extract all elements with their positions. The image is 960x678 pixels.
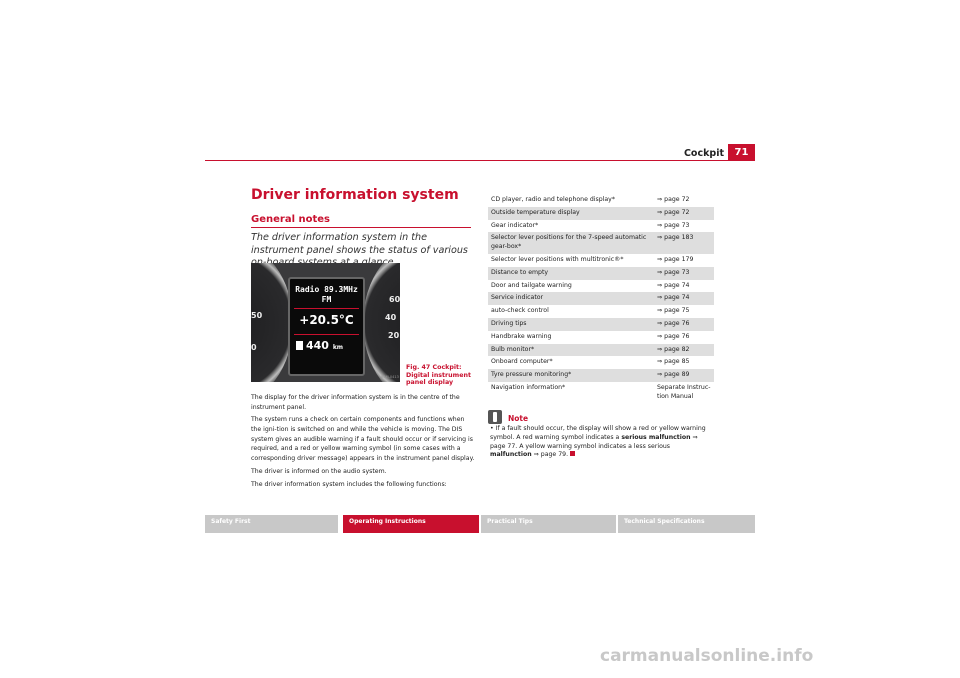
footer-tab-label: Practical Tips: [487, 518, 533, 525]
page-ref-link[interactable]: ⇒ page 179: [657, 255, 694, 263]
page-ref-link[interactable]: ⇒ page 73: [651, 267, 714, 280]
section-subheading: General notes: [251, 214, 330, 225]
page-ref-link[interactable]: ⇒ page 75: [657, 307, 690, 315]
screen-band-line: FM: [321, 295, 332, 304]
function-name: Onboard computer*: [491, 358, 553, 366]
gauge-right-label: 60: [389, 295, 400, 304]
range-unit: km: [332, 344, 344, 351]
note-text-part[interactable]: ⇒ page 79.: [531, 451, 569, 459]
table-row: [488, 356, 714, 369]
page-ref-link[interactable]: ⇒ page 76: [651, 318, 714, 331]
footer-tab-safety-first[interactable]: [205, 515, 338, 533]
body-paragraph: The driver is informed on the audio system.: [251, 467, 387, 475]
function-name: Gear indicator*: [491, 221, 539, 229]
table-row: [488, 254, 714, 267]
note-bullet: •: [490, 425, 494, 432]
footer-tab-label: Safety First: [211, 518, 251, 525]
table-row: [488, 382, 714, 404]
note-text-part[interactable]: ⇒ page 77. A yellow warning symbol indicates a less serious: [490, 433, 698, 450]
functions-table: [488, 194, 714, 404]
function-name: Selector lever positions for the 7-speed automatic gear-box*: [488, 232, 651, 254]
figure-caption: Fig. 47 Cockpit: Digital instrument panel display: [406, 364, 471, 386]
page-ref-link[interactable]: ⇒ page 72: [651, 207, 714, 220]
function-name: Driving tips: [488, 318, 651, 331]
footer-tab-label: Technical Specifications: [624, 518, 705, 525]
page-ref-link[interactable]: ⇒ page 72: [657, 196, 690, 203]
table-row: [488, 280, 714, 293]
instrument-panel-figure: [251, 263, 400, 382]
footer-tab-operating-instructions[interactable]: [343, 515, 479, 533]
footer-tab-label: Operating Instructions: [349, 518, 426, 525]
page-ref-link[interactable]: ⇒ page 74: [651, 292, 714, 305]
note-bold: serious malfunction: [621, 433, 691, 441]
function-name: Selector lever positions with multitronic®*: [491, 255, 624, 263]
function-name: Tyre pressure monitoring*: [488, 369, 651, 382]
image-code: B5M-0413: [381, 375, 399, 379]
table-row: [488, 305, 714, 318]
section-end-icon: [570, 451, 575, 456]
function-name: CD player, radio and telephone display*: [491, 196, 615, 203]
subheading-rule: [251, 227, 471, 228]
header-title: Cockpit: [683, 148, 724, 159]
table-row: [488, 207, 714, 220]
table-row: [488, 344, 714, 357]
footer-tab-practical-tips[interactable]: [481, 515, 616, 533]
page-ref-link[interactable]: ⇒ page 73: [657, 221, 690, 229]
section-heading: Driver information system: [251, 187, 459, 203]
note-text-part: If a fault should occur, the display will show a red or yellow warning symbol. A red warning symbol indicates a: [490, 425, 706, 441]
intro-text: The driver information system in the instrument panel shows the status of various: [251, 232, 468, 256]
function-name: Outside temperature display: [488, 207, 651, 220]
page-ref-text: Separate Instruc-tion Manual: [657, 383, 711, 400]
screen-radio-line: Radio 89.3MHz: [295, 285, 358, 294]
range-value: 440: [306, 339, 329, 352]
table-row: [488, 318, 714, 331]
fuel-pump-icon: [296, 341, 303, 350]
gauge-left-label: 0: [251, 343, 257, 352]
body-paragraph: The display for the driver information system is in the centre of the instrument panel.: [251, 394, 460, 411]
function-name: Handbrake warning: [491, 332, 552, 340]
table-row: [488, 267, 714, 280]
function-name: auto-check control: [491, 307, 549, 315]
left-gauge: [251, 263, 293, 382]
gauge-left-label: 50: [251, 311, 263, 320]
watermark: carmanualsonline.info: [600, 646, 814, 666]
screen-temperature: +20.5°C: [299, 313, 354, 327]
page-number: 71: [728, 144, 755, 161]
info-icon: [488, 410, 502, 424]
page-ref-link[interactable]: ⇒ page 74: [657, 281, 690, 289]
gauge-right-label: 40: [385, 313, 397, 322]
page-ref-link[interactable]: ⇒ page 183: [651, 232, 714, 254]
note-title: Note: [508, 414, 529, 423]
screen-divider: [294, 334, 359, 335]
function-name: Bulb monitor*: [488, 344, 651, 357]
right-gauge: [363, 263, 400, 382]
note-bold: malfunction: [490, 451, 532, 459]
body-paragraph: The system runs a check on certain components and functions when the igni-tion is switched on and while the vehicle is moving. The DIS system gives an audible warning if a fault should occur or if servicing is required, and a red or yellow warning symbol (in some cases with a corresponding driver message) appears in the instrument panel display.: [251, 416, 475, 462]
function-name: Service indicator: [488, 292, 651, 305]
function-name: Navigation information*: [491, 383, 566, 391]
screen-divider: [294, 308, 359, 309]
body-paragraph: The driver information system includes the following functions:: [251, 480, 447, 488]
page-ref-link[interactable]: ⇒ page 89: [651, 369, 714, 382]
table-row: [488, 369, 714, 382]
function-name: Door and tailgate warning: [491, 281, 572, 289]
table-row: [488, 331, 714, 344]
page-ref-link[interactable]: ⇒ page 82: [651, 344, 714, 357]
body-text: [251, 393, 476, 493]
table-row: [488, 232, 714, 254]
dis-screen: [288, 277, 365, 376]
note-text: [490, 425, 713, 460]
page-ref-link[interactable]: ⇒ page 76: [657, 332, 690, 340]
page-ref-link[interactable]: ⇒ page 85: [657, 358, 690, 366]
table-row: [488, 194, 714, 207]
table-row: [488, 292, 714, 305]
screen-range: [296, 339, 343, 352]
footer-tab-technical-specifications[interactable]: [618, 515, 755, 533]
gauge-right-label: 20: [388, 331, 400, 340]
function-name: Distance to empty: [488, 267, 651, 280]
header-rule: [205, 160, 755, 161]
table-row: [488, 220, 714, 233]
